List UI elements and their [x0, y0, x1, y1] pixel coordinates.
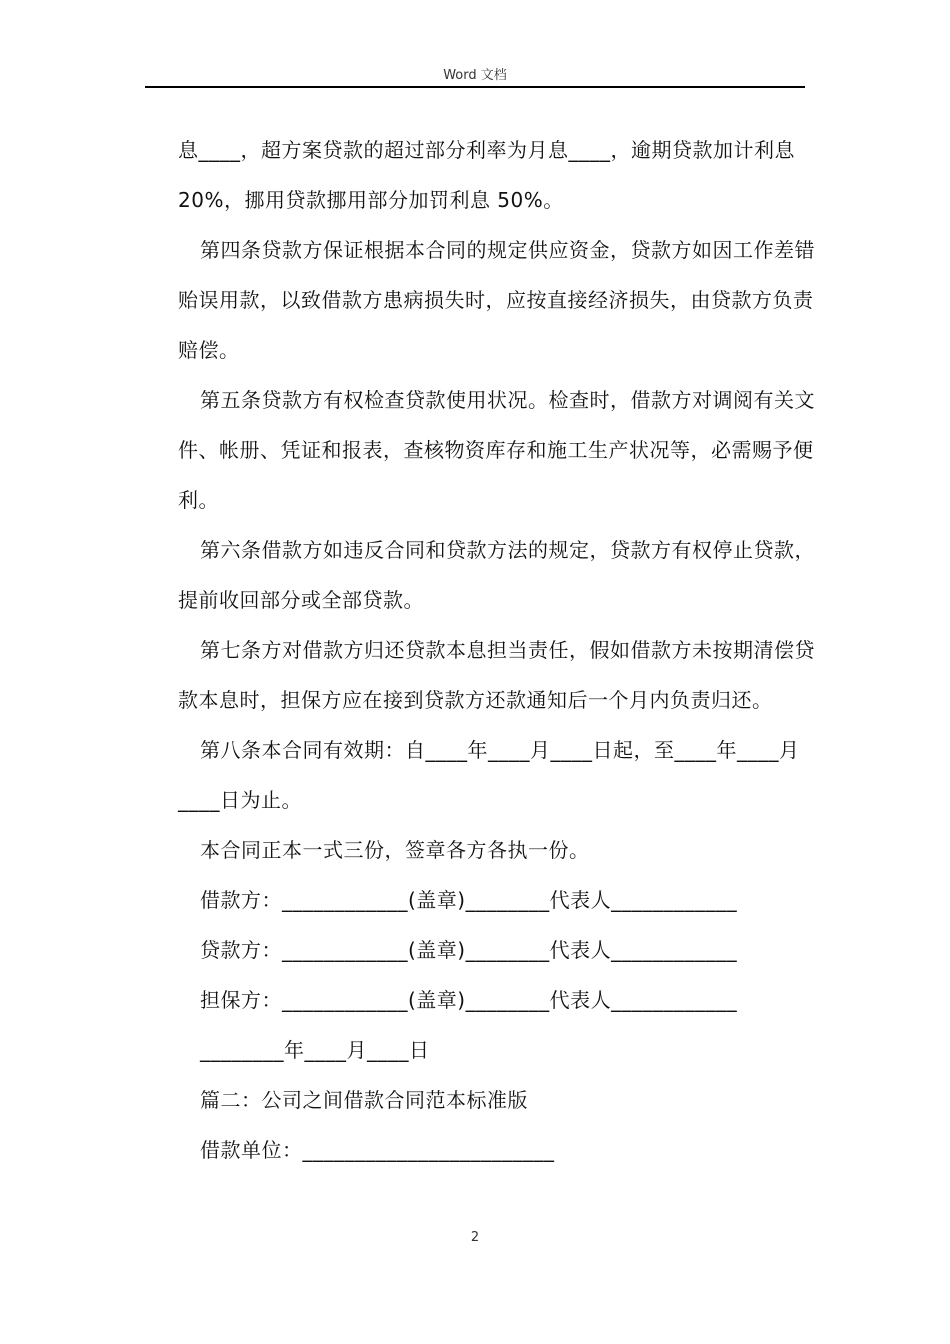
- paragraph-copies: 本合同正本一式三份，签章各方各执一份。: [200, 838, 590, 862]
- paragraph-interest-rates: 息____，超方案贷款的超过部分利率为月息____，逾期贷款加计利息 20%，挪用贷款挪用部分加罚利息 50%。: [178, 138, 795, 212]
- document-body: [178, 125, 818, 1175]
- signature-line-borrower: 借款方：____________(盖章)________代表人____________: [200, 888, 738, 912]
- signature-line-guarantor: 担保方：____________(盖章)________代表人____________: [200, 988, 738, 1012]
- paragraph-article-4: 第四条贷款方保证根据本合同的规定供应资金，贷款方如因工作差错贻误用款，以致借款方患病损失时，应按直接经济损失，由贷款方负责赔偿。: [178, 238, 815, 362]
- signature-date-line: ________年____月____日: [200, 1038, 430, 1062]
- signature-line-lender: 贷款方：____________(盖章)________代表人____________: [200, 938, 738, 962]
- paragraph-article-7: 第七条方对借款方归还贷款本息担当责任，假如借款方未按期清偿贷款本息时，担保方应在接到贷款方还款通知后一个月内负责归还。: [178, 638, 815, 712]
- borrowing-unit-line: 借款单位：________________________: [200, 1138, 555, 1162]
- paragraph-article-6: 第六条借款方如违反合同和贷款方法的规定，贷款方有权停止贷款，提前收回部分或全部贷款。: [178, 538, 815, 612]
- header-divider: [145, 86, 805, 88]
- page-number: 2: [470, 1230, 480, 1245]
- section-heading-part-2: 篇二：公司之间借款合同范本标准版: [200, 1088, 528, 1112]
- page-header-title: Word 文档: [443, 68, 507, 83]
- paragraph-article-8: 第八条本合同有效期：自____年____月____日起，至____年____月____日为止。: [178, 738, 800, 812]
- paragraph-article-5: 第五条贷款方有权检查贷款使用状况。检查时，借款方对调阅有关文件、帐册、凭证和报表，查核物资库存和施工生产状况等，必需赐予便利。: [178, 388, 815, 512]
